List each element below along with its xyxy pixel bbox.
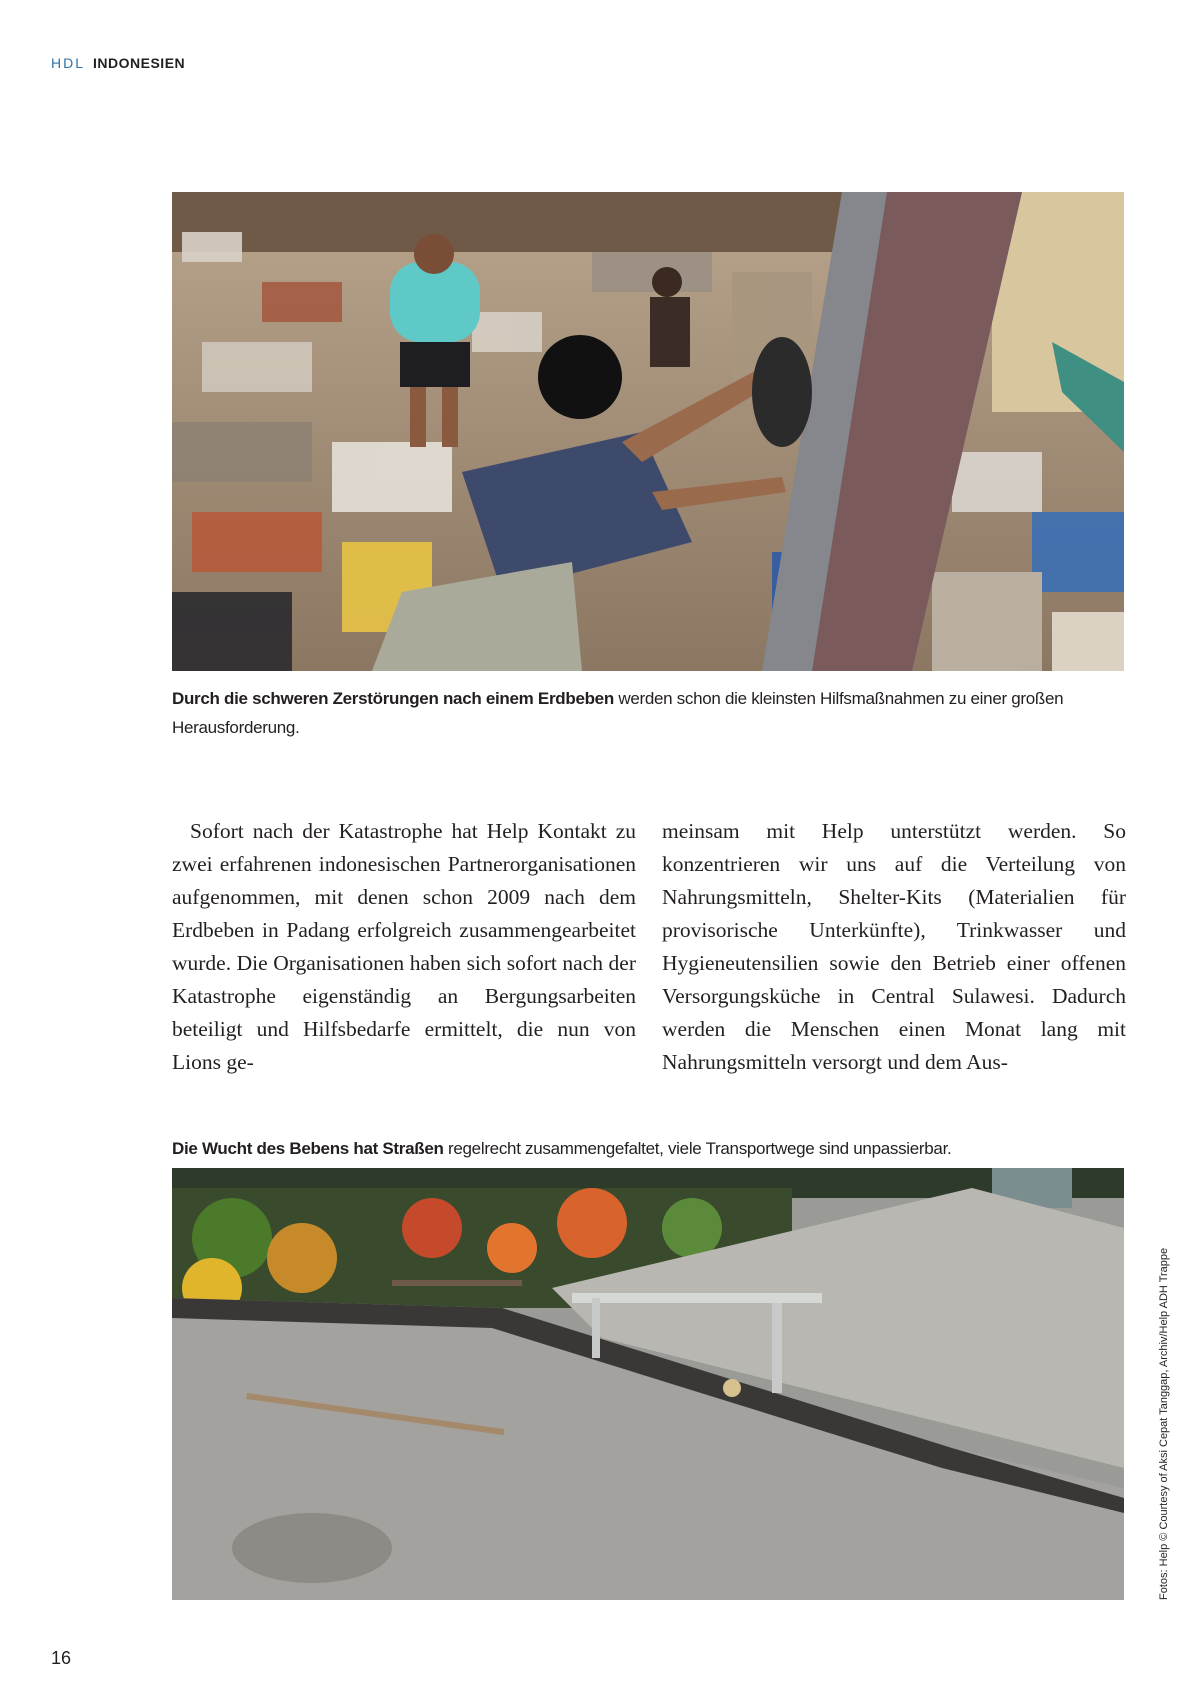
photo2-caption-text: regelrecht zusammengefaltet, viele Transportwege sind unpassierbar. [443,1139,952,1158]
header-brand: HDL [51,55,86,71]
header-section: INDONESIEN [93,55,186,71]
photo2-caption-bold: Die Wucht des Bebens hat Straßen [172,1139,444,1158]
photo1-caption-text: werden schon die kleinsten Hilfsmaßnahmen zu einer großen Herausforderung. [172,689,1064,737]
earthquake-rubble-photo [172,192,1124,671]
body-text-left: Sofort nach der Katastrophe hat Help Kontakt zu zwei erfahrenen indonesischen Partnerorganisationen aufgenommen, mit denen schon 2009 nach dem Erdbeben in Padang erfolgreich zusammengearbeitet wurde. Die Organisationen haben sich sofort nach der Katastrophe eigenständig an Bergungsarbeiten beteiligt und Hilfsbedarfe ermittelt, die nun von Lions ge- [172,819,636,1074]
running-header [51,55,185,71]
photo1-caption-bold: Durch die schweren Zerstörungen nach einem Erdbeben [172,689,614,708]
body-column-left [172,815,636,1079]
photo1-caption [172,684,1124,742]
body-text-right: meinsam mit Help unterstützt werden. So konzentrieren wir uns auf die Verteilung von Nahrungsmitteln, Shelter-Kits (Materialien für provisorische Unterkünfte), Trinkwasser und Hygieneutensilien sowie den Betrieb einer offenen Versorgungsküche in Central Sulawesi. Dadurch werden die Menschen einen Monat lang mit Nahrungsmitteln versorgt und dem Aus- [662,819,1126,1074]
page-number: 16 [51,1648,72,1668]
photo-credit: Fotos: Help © Courtesy of Aksi Cepat Tanggap, Archiv/Help ADH Trappe [1158,1247,1170,1600]
body-column-right [662,815,1126,1079]
photo2-caption [172,1134,1124,1163]
cracked-road-photo [172,1168,1124,1600]
